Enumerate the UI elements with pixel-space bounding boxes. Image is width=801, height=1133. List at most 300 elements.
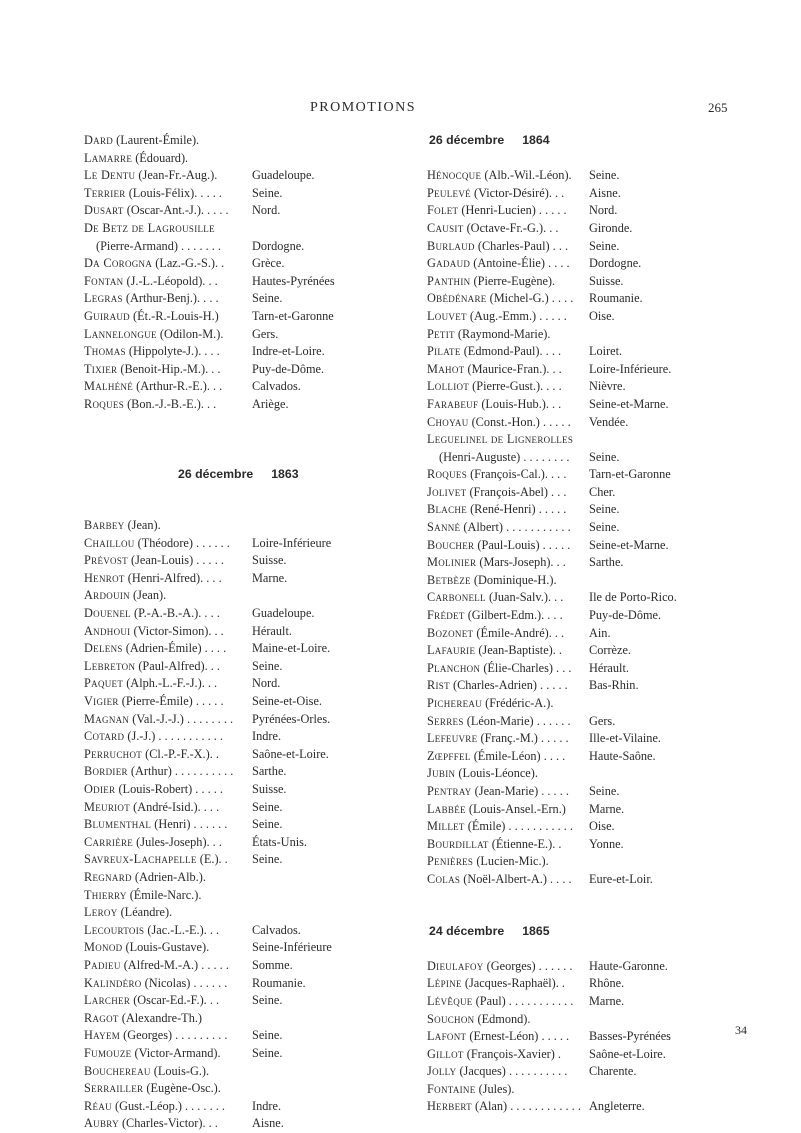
entry-surname: Paquet [84,676,124,691]
entry-origin: Seine. [252,1045,283,1060]
entry-given-names: (Dominique-H.). [470,572,557,587]
entry-name [84,746,219,764]
entry-surname: Serres [427,713,464,728]
entry-surname: Legras [84,291,123,306]
entry-row [84,939,429,957]
entry-surname: Choyau [427,414,469,429]
entry-origin: Guadeloupe. [252,168,315,183]
entry-row [84,658,429,676]
section-heading-1864 [427,132,782,150]
entry-surname: Mahot [427,361,465,376]
entry-surname: Terrier [84,185,126,200]
entry-origin: Ille-et-Vilaine. [589,731,661,746]
entry-surname: Da Corogna [84,256,153,271]
entry-origin: Angleterre. [589,1099,645,1114]
entry-row [427,466,782,484]
entry-name [427,1081,514,1099]
entry-surname: Blache [427,502,467,517]
entry-surname: Fontaine [427,1081,476,1096]
entry-origin: Pyrénées-Orles. [252,711,331,726]
entry-given-names: (Pierre-Eugène). [470,273,556,288]
entry-row [427,255,782,273]
entry-row [427,695,782,713]
entry-name [84,675,217,693]
entry-given-names: (Arthur-Benj.). . . . [122,291,219,306]
entry-surname: Dusart [84,203,124,218]
entry-name [427,836,561,854]
entry-origin: Nord. [252,203,281,218]
section-heading-1865 [427,923,782,941]
entry-given-names: (Edmond). [474,1011,531,1026]
entry-given-names: (Émile-Narc.). [126,887,202,902]
entry-surname: Pichereau [427,696,483,710]
entry-surname: Lamarre [84,150,133,165]
entry-given-names: (P.-A.-B.-A.). . . . [130,606,220,621]
entry-surname: Hénocque [427,168,482,183]
entry-given-names: (Jean). [129,588,167,603]
entry-surname: Rist [427,678,450,693]
entry-name [427,801,566,819]
entry-row [84,816,429,834]
entry-given-names: (Émile-Léon) . . . . [470,748,566,763]
entry-row [84,1010,429,1028]
entry-given-names: (Léandre). [117,905,173,920]
page-number: 265 [708,100,728,115]
entry-row [427,677,782,695]
entry-given-names: (Frédéric-A.). [482,696,554,710]
entry-surname: Ragot [84,1010,119,1025]
entry-origin: Dordogne. [252,238,305,253]
entry-surname: Bouchereau [84,1063,151,1078]
entry-row [427,484,782,502]
entry-origin: Vendée. [589,414,629,429]
entry-given-names: (Raymond-Marie). [454,326,551,341]
entry-row [427,765,782,783]
entry-name [84,957,229,975]
entry-surname: Obédénare [427,291,487,306]
entry-row [84,746,429,764]
entry-row [84,273,429,291]
entry-name [427,537,570,555]
entry-row [84,202,429,220]
entry-given-names: (François-Xavier) . [463,1046,561,1061]
entry-row [427,554,782,572]
spacer [427,150,782,168]
entry-name [427,713,571,731]
entry-name [84,290,219,308]
entry-row [427,818,782,836]
entry-given-names: (Jac.-L.-E.). . . [144,922,220,937]
entry-surname: Lafont [427,1029,467,1044]
entry-name [427,290,573,308]
entry-row [427,607,782,625]
entry-name [427,501,566,519]
entry-given-names: (Victor-Désiré). . . [470,185,565,200]
entry-row [84,238,429,256]
entry-row [84,308,429,326]
entry-surname: Louvet [427,308,467,323]
entry-name [84,922,219,940]
entry-row [84,132,429,150]
entry-given-names: (Lucien-Mic.). [473,854,549,869]
entry-origin: Rhône. [589,976,625,991]
entry-name [427,695,553,713]
entry-given-names: (Louis-Robert) . . . . . [115,782,223,796]
entry-surname: Lebreton [84,658,136,673]
entry-name [427,871,572,889]
entry-surname: De Betz de Lagrousille [84,220,215,235]
running-title: PROMOTIONS [310,100,417,115]
entry-name [427,765,538,783]
entry-surname: Planchon [427,660,481,675]
entry-origin: Gers. [252,326,279,341]
entry-row [84,1115,429,1133]
entry-given-names: (Louis-Ansel.-Ern.) [465,801,566,816]
entry-origin: Indre. [252,729,282,744]
entry-surname: Guiraud [84,308,130,323]
entry-given-names: (Louis-Léonce). [455,766,538,781]
entry-origin: Yonne. [589,836,624,851]
spacer [84,414,429,466]
entry-given-names: (Laurent-Émile). [113,133,200,147]
entry-surname: Douenel [84,606,131,621]
entry-name [427,642,562,660]
entry-given-names: (Pierre-Gust.). . . . [469,379,562,394]
entry-row [84,640,429,658]
entry-origin: Nord. [589,203,618,218]
entry-row [84,167,429,185]
entry-name [84,517,161,535]
section-year: 1864 [522,133,550,147]
entry-row [427,220,782,238]
entry-name [84,1027,227,1045]
entry-origin: Somme. [252,957,293,972]
entry-name [427,1046,561,1064]
entry-origin: Indre-et-Loire. [252,344,325,359]
entry-name [427,748,565,766]
entry-origin: Charente. [589,1064,637,1079]
entry-given-names: (Louis-Félix). . . . . [125,185,222,200]
entry-row [427,202,782,220]
entry-given-names: (Adrien-Alb.). [131,869,206,884]
entry-given-names: (Octave-Fr.-G.). . . [463,220,559,235]
entry-row [427,326,782,344]
entry-given-names: (Gilbert-Edm.). . . . [464,608,563,623]
entry-origin: Ile de Porto-Rico. [589,590,677,605]
entry-row [84,711,429,729]
entry-name [84,623,224,641]
entry-origin: Seine. [589,502,620,517]
entry-name [84,975,227,993]
entry-origin: Roumanie. [252,975,306,990]
entry-surname: Molinier [427,555,477,570]
entry-row [84,150,429,168]
entry-surname: Leguelinel de Lignerolles [427,432,574,447]
entry-surname: Zœpffel [427,748,471,763]
entry-name [427,308,567,326]
entry-name [427,625,564,643]
entry-name [84,587,166,605]
entry-name [84,658,220,676]
entry-given-names: (Charles-Victor). . . [118,1116,218,1131]
entry-origin: Seine. [252,993,283,1008]
entry-origin: Saône-et-Loire. [589,1046,666,1061]
entry-row [84,887,429,905]
entry-name [427,1011,530,1029]
entry-row [84,869,429,887]
entry-row [427,167,782,185]
entry-name [84,763,233,781]
entry-row [84,343,429,361]
section-date: 26 décembre [429,133,505,147]
entry-name [427,220,558,238]
entry-row [427,642,782,660]
spacer [84,483,429,517]
entry-origin: Loiret. [589,344,623,359]
entry-surname: Savreux-Lachapelle [84,852,197,867]
entry-name [84,255,224,273]
entry-origin: Calvados. [252,922,301,937]
entry-row [84,255,429,273]
entry-row [427,993,782,1011]
entry-list-1863 [84,517,429,1133]
entry-name [84,150,188,168]
entry-name [427,378,562,396]
entry-origin: Bas-Rhin. [589,678,639,693]
entry-name [427,185,564,203]
entry-given-names: (Gust.-Léop.) . . . . . . . [111,1098,225,1113]
entry-name [84,570,222,588]
entry-row [84,1045,429,1063]
entry-given-names: (Jean-Baptiste). . [475,643,562,658]
entry-origin: Seine-Inférieure [252,940,332,955]
entry-surname: Bourdillat [427,836,489,851]
entry-surname: Dieulafoy [427,958,484,973]
entry-name [427,167,572,185]
entry-row [84,904,429,922]
entry-name [427,853,549,871]
entry-name [427,326,550,344]
entry-given-names: (Georges) . . . . . . [483,958,573,973]
entry-given-names: (E.). . [196,852,228,867]
entry-name [84,851,228,869]
entry-row [84,605,429,623]
entry-name [96,238,221,256]
entry-origin: Seine. [252,1028,283,1043]
entry-surname: Petit [427,326,455,341]
entry-given-names: (Noël-Albert-A.) . . . . [460,871,572,886]
entry-name [427,677,568,695]
entry-origin: Marne. [252,570,288,585]
entry-surname: Pilate [427,344,461,359]
entry-surname: Fontan [84,273,124,288]
entry-origin: Gers. [589,713,616,728]
entry-surname: Betbèze [427,572,471,587]
entry-given-names: (Émile) . . . . . . . . . . . [464,819,573,834]
entry-row [427,1011,782,1029]
entry-row [427,501,782,519]
entry-surname: Larcher [84,993,131,1008]
entry-given-names: (François-Cal.). . . . [467,467,567,482]
entry-name [427,660,571,678]
entry-origin: Ain. [589,625,611,640]
entry-name [427,1098,581,1116]
entry-origin: Seine. [589,783,620,798]
entry-row [427,975,782,993]
entry-row [84,378,429,396]
entry-surname: Roques [84,396,125,411]
entry-origin: Basses-Pyrénées [589,1029,671,1044]
entry-name [84,326,223,344]
entry-surname: Serrailler [84,1081,144,1096]
entry-row [84,834,429,852]
entry-origin: Seine-et-Oise. [252,694,322,709]
entry-origin: Seine. [252,291,283,306]
entry-name [84,887,201,905]
entry-surname: Boucher [427,537,475,552]
entry-row [427,958,782,976]
entry-surname: Dard [84,133,114,147]
top-entry-list [84,132,429,414]
right-column [427,132,782,1116]
entry-surname: Regnard [84,869,132,884]
entry-surname: Hayem [84,1028,121,1043]
entry-row [427,625,782,643]
entry-row [427,871,782,889]
entry-origin: Seine. [589,520,620,535]
entry-name [84,273,218,291]
entry-origin: Seine. [252,185,283,200]
entry-origin: Hérault. [589,660,629,675]
entry-row [427,1081,782,1099]
entry-surname: Odier [84,782,116,796]
entry-given-names: (Théodore) . . . . . . [134,535,230,550]
entry-row [84,1027,429,1045]
entry-given-names: (Const.-Hon.) . . . . . [468,414,571,429]
entry-given-names: (Jacques) . . . . . . . . . . [456,1064,568,1079]
entry-origin: Saône-et-Loire. [252,746,329,761]
entry-surname: Meuriot [84,799,131,814]
entry-row [427,1028,782,1046]
entry-surname: Peulevé [427,185,471,200]
entry-origin: Cher. [589,484,616,499]
entry-surname: Burlaud [427,238,475,253]
entry-name [427,238,568,256]
entry-given-names: (Alexandre-Th.) [118,1010,203,1025]
entry-origin: Roumanie. [589,291,643,306]
entry-surname: Gadaud [427,256,471,271]
entry-surname: Henrot [84,570,125,585]
entry-surname: Cotard [84,729,125,744]
entry-name [427,730,569,748]
entry-surname: Monod [84,940,123,955]
spacer [427,889,782,923]
entry-origin: Seine. [252,852,283,867]
entry-row [84,922,429,940]
section-date: 24 décembre [429,923,505,938]
entry-row [84,570,429,588]
entry-row [427,378,782,396]
entry-name [84,378,222,396]
entry-surname: Herbert [427,1099,472,1114]
entry-given-names: (Georges) . . . . . . . . . [120,1028,228,1043]
entry-origin: Seine. [589,238,620,253]
entry-name [84,202,229,220]
entry-row [427,853,782,871]
entry-name [84,992,219,1010]
entry-surname: Tixier [84,361,118,376]
entry-name [427,589,563,607]
entry-surname: Souchon [427,1011,475,1026]
entry-given-names: (Nicolas) . . . . . . [141,975,228,990]
entry-given-names: (Laz.-G.-S.). . [152,256,225,271]
entry-given-names: (Cl.-P.-F.-X.). . [142,746,219,761]
entry-given-names: (Louis-Gustave). [122,940,210,955]
entry-surname: Frédet [427,608,465,623]
entry-given-names: (Pierre-Armand) . . . . . . . [96,238,221,253]
entry-surname: Causit [427,220,464,235]
entry-row [427,783,782,801]
entry-row [84,781,429,799]
entry-given-names: (Franç.-M.) . . . . . [477,731,569,746]
entry-origin: Puy-de-Dôme. [589,608,662,623]
entry-row [84,552,429,570]
entry-given-names: (Odilon-M.). [156,326,224,341]
entry-origin: Aisne. [252,1116,284,1131]
entry-given-names: (Paul-Louis) . . . . . [474,537,571,552]
entry-name [427,783,569,801]
entry-name [427,818,573,836]
entry-origin: Eure-et-Loir. [589,871,653,886]
entry-origin: Oise. [589,819,615,834]
entry-origin: Nièvre. [589,379,626,394]
entry-name [427,958,572,976]
entry-name [84,308,219,326]
entry-name [427,607,563,625]
entry-given-names: (Henri) . . . . . . [151,817,228,832]
entry-given-names: (J.-L.-Léopold). . . [123,273,218,288]
entry-list-1864 [427,167,782,888]
entry-name [427,572,557,590]
entry-origin: Haute-Saône. [589,748,656,763]
entry-given-names: (Aug.-Emm.) . . . . . [466,308,567,323]
entry-surname: Gillot [427,1046,464,1061]
entry-surname: Leroy [84,905,118,920]
entry-row [427,343,782,361]
entry-origin: Seine. [252,799,283,814]
entry-name [84,1098,225,1116]
entry-row [427,431,782,449]
entry-row [427,238,782,256]
entry-surname: Vigier [84,694,119,709]
entry-name [84,185,222,203]
entry-given-names: (Henri-Auguste) . . . . . . . . [439,449,570,464]
entry-surname: Kalindéro [84,975,142,990]
entry-name [84,816,227,834]
entry-given-names: (Adrien-Émile) . . . . [122,641,227,656]
entry-name [427,361,562,379]
entry-name [84,132,199,150]
entry-surname: Thomas [84,344,126,359]
entry-given-names: (Jean-Louis) . . . . . [127,553,224,568]
entry-given-names: (Victor-Simon). . . [130,623,224,638]
entry-origin: Ariège. [252,396,289,411]
entry-given-names: (Jean). [124,518,161,533]
entry-origin: États-Unis. [252,834,307,849]
entry-given-names: (Alfred-M.-A.) . . . . . [120,957,229,972]
entry-surname: Lafaurie [427,643,476,658]
entry-surname: Jubin [427,766,456,781]
